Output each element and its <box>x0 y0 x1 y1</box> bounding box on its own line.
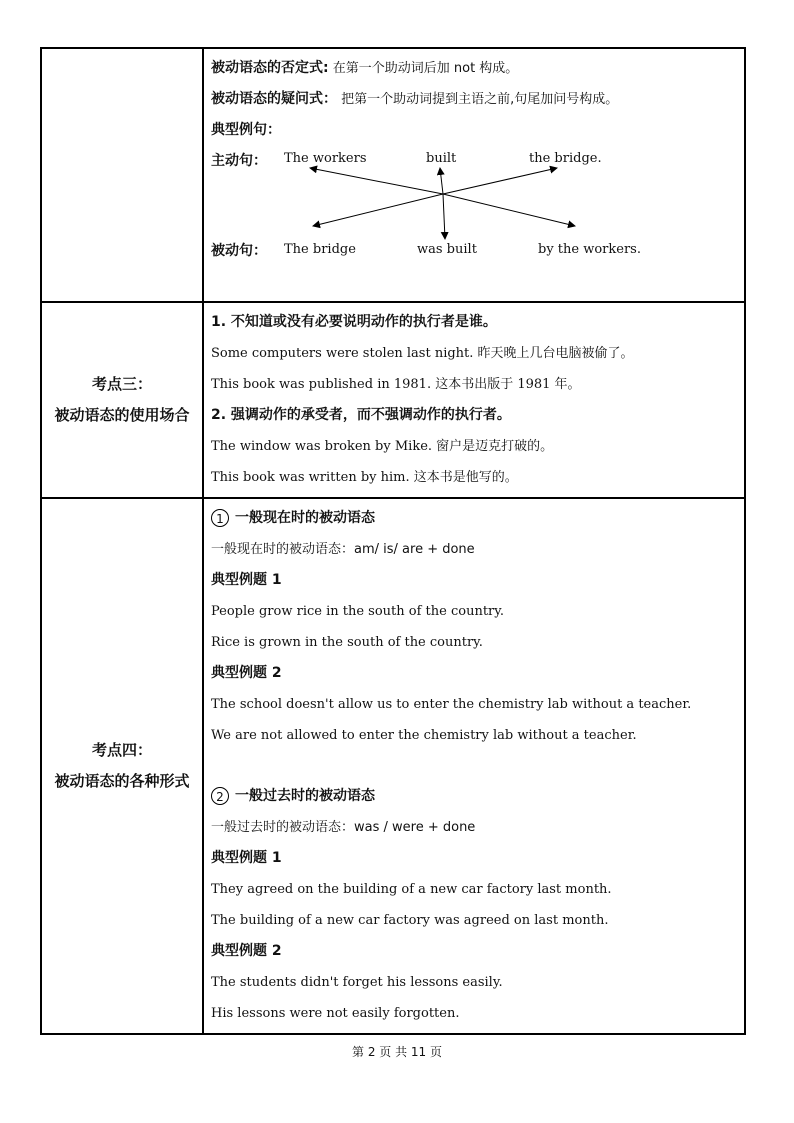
example-label: 典型例题 1 <box>211 850 282 866</box>
heading-past-text: 一般过去时的被动语态 <box>235 788 375 804</box>
usage-subtitle: 被动语态的使用场合 <box>54 406 190 424</box>
question-label: 被动语态的疑问式： <box>211 91 337 107</box>
voice-diagram <box>211 146 738 270</box>
passive-word-subject: The bridge <box>284 242 356 257</box>
arrow-subject <box>310 168 443 194</box>
active-word-object: the bridge. <box>529 151 602 166</box>
circled-number-icon: 1 <box>211 509 229 527</box>
left-cell-forms <box>41 498 203 1034</box>
spacer <box>211 751 738 781</box>
right-cell-usage <box>203 302 745 498</box>
examples-line <box>211 115 738 146</box>
circled-number-icon: 2 <box>211 787 229 805</box>
examples-label: 典型例句： <box>211 122 281 138</box>
usage-point-1: 1. 不知道或没有必要说明动作的执行者是谁。 <box>211 314 497 330</box>
forms-title: 考点四： <box>91 741 152 759</box>
usage-example-4: This book was written by him. 这本书是他写的。 <box>211 470 518 485</box>
example-label: 典型例题 2 <box>211 665 282 681</box>
right-cell-forms <box>203 498 745 1034</box>
arrow-agent <box>443 194 575 226</box>
forms-subtitle: 被动语态的各种形式 <box>54 772 190 790</box>
usage-example-3: The window was broken by Mike. 窗户是迈克打破的。 <box>211 439 554 454</box>
table-row <box>41 302 745 498</box>
arrow-bridge <box>313 194 443 226</box>
present-example-1a: People grow rice in the south of the country. <box>211 604 505 619</box>
negation-label: 被动语态的否定式: <box>211 60 329 76</box>
arrow-object <box>443 168 557 194</box>
arrow-verb-down <box>443 194 445 239</box>
negation-line <box>211 53 738 84</box>
left-cell-usage <box>41 302 203 498</box>
passive-word-verb: was built <box>417 242 477 257</box>
heading-present <box>211 503 738 534</box>
page-footer: 第 2 页 共 11 页 <box>352 1045 442 1059</box>
present-example-1b: Rice is grown in the south of the country. <box>211 635 483 650</box>
content-table <box>40 47 746 1035</box>
usage-example-1: Some computers were stolen last night. 昨天晚上几台电脑被偷了。 <box>211 346 634 361</box>
question-text: 把第一个助动词提到主语之前,句尾加问号构成。 <box>341 92 619 107</box>
present-rule: 一般现在时的被动语态：am/ is/ are + done <box>211 542 475 557</box>
passive-label: 被动句： <box>211 243 267 259</box>
past-example-1b: The building of a new car factory was agreed on last month. <box>211 913 609 928</box>
past-example-2b: His lessons were not easily forgotten. <box>211 1006 460 1021</box>
active-label: 主动句： <box>211 153 267 169</box>
question-line <box>211 84 738 115</box>
past-example-1a: They agreed on the building of a new car factory last month. <box>211 882 612 897</box>
active-word-verb: built <box>426 151 457 166</box>
past-example-2a: The students didn't forget his lessons easily. <box>211 975 503 990</box>
example-label: 典型例题 1 <box>211 572 282 588</box>
past-rule: 一般过去时的被动语态：was / were + done <box>211 820 476 835</box>
usage-example-2: This book was published in 1981. 这本书出版于 1981 年。 <box>211 377 581 392</box>
table-row <box>41 498 745 1034</box>
right-cell-negation <box>203 48 745 302</box>
passive-word-agent: by the workers. <box>538 242 641 257</box>
heading-past <box>211 781 738 812</box>
usage-point-2: 2. 强调动作的承受者，而不强调动作的执行者。 <box>211 407 511 423</box>
table-row <box>41 48 745 302</box>
negation-text: 在第一个助动词后加 not 构成。 <box>332 61 519 76</box>
arrow-verb-up <box>440 168 443 194</box>
example-label: 典型例题 2 <box>211 943 282 959</box>
heading-present-text: 一般现在时的被动语态 <box>235 510 375 526</box>
left-cell-empty <box>41 48 203 302</box>
active-word-subject: The workers <box>284 151 367 166</box>
present-example-2a: The school doesn't allow us to enter the chemistry lab without a teacher. <box>211 697 692 712</box>
usage-title: 考点三： <box>91 375 152 393</box>
present-example-2b: We are not allowed to enter the chemistry lab without a teacher. <box>211 728 637 743</box>
